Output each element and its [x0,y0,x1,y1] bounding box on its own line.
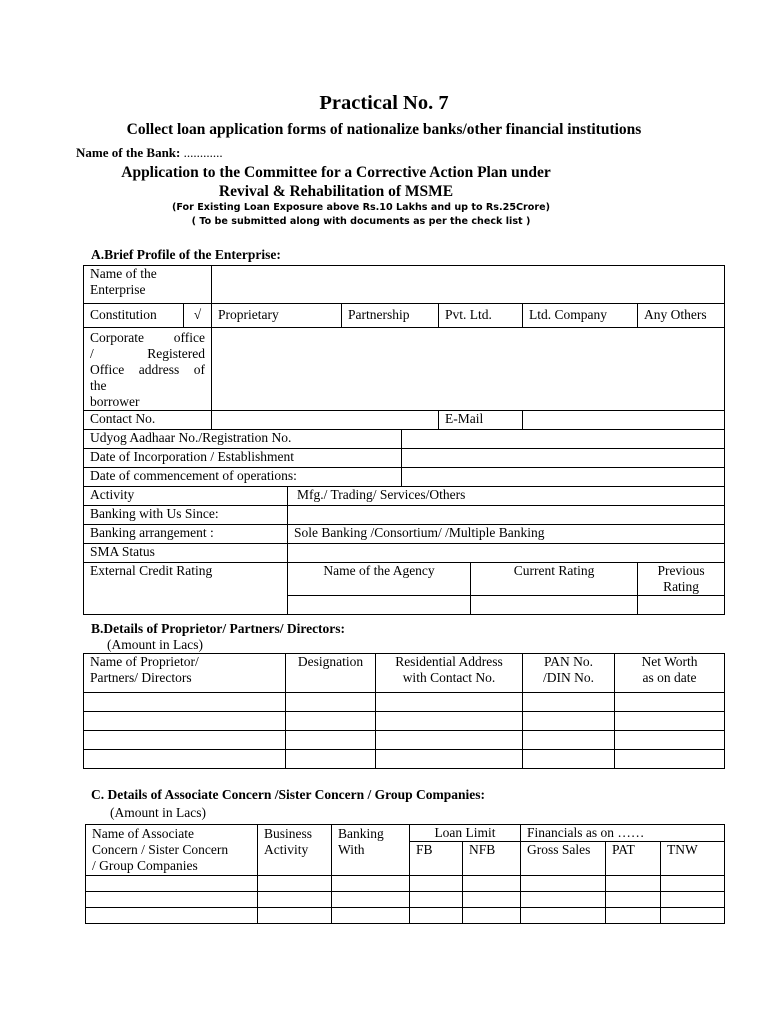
office-address-line: borrower [90,394,140,409]
fb-header: FB [410,842,463,876]
table-cell[interactable] [84,712,286,731]
header-line: Banking [338,826,384,841]
table-cell[interactable] [463,876,521,892]
header-line: PAN No. [543,654,594,669]
pan-din-header [523,654,615,693]
net-worth-header [615,654,725,693]
activity-label: Activity [84,487,288,506]
option-ltd-company[interactable]: Ltd. Company [523,304,638,328]
section-b-amount-note: (Amount in Lacs) [107,637,203,652]
office-address-line: Office address of [90,362,206,377]
header-line: Business [264,826,313,841]
section-c-heading: C. Details of Associate Concern /Sister Concern / Group Companies: [91,787,485,802]
table-cell[interactable] [376,731,523,750]
table-cell[interactable] [84,750,286,769]
office-address-field[interactable] [212,328,725,411]
table-cell[interactable] [376,693,523,712]
loan-limit-header: Loan Limit [410,825,521,842]
table-cell[interactable] [410,892,463,908]
banking-with-header [332,825,410,876]
banking-arrangement-label: Banking arrangement : [84,525,288,544]
bank-name-value: ............ [183,145,223,160]
table-cell[interactable] [286,750,376,769]
associate-name-header [86,825,258,876]
table-cell[interactable] [84,693,286,712]
email-field[interactable] [523,411,725,430]
enterprise-profile-table [83,265,725,615]
proprietor-name-header [84,654,286,693]
nfb-header: NFB [463,842,521,876]
table-row [86,876,725,892]
header-line: With [338,842,365,857]
table-cell[interactable] [606,908,661,924]
practical-subtitle: Collect loan application forms of nationalize banks/other financial institutions [126,121,642,138]
table-cell[interactable] [86,908,258,924]
page-title: Practical No. 7 [319,92,449,114]
table-row [84,712,725,731]
constitution-label: Constitution [84,304,184,328]
incorporation-field[interactable] [402,449,725,468]
table-cell[interactable] [332,876,410,892]
table-cell[interactable] [615,712,725,731]
table-row [86,908,725,924]
table-row [84,750,725,769]
table-cell[interactable] [521,876,606,892]
commencement-field[interactable] [402,468,725,487]
header-line: with Contact No. [402,670,496,685]
proprietor-details-table [83,653,725,769]
table-row [84,693,725,712]
designation-header [286,654,376,693]
incorporation-label: Date of Incorporation / Establishment [84,449,402,468]
header-line: Name of Proprietor/ [90,654,199,669]
table-cell[interactable] [521,908,606,924]
table-cell[interactable] [661,876,725,892]
table-cell[interactable] [286,731,376,750]
banking-arrangement-value[interactable]: Sole Banking /Consortium/ /Multiple Banking [288,525,725,544]
contact-field[interactable] [212,411,439,430]
commencement-label: Date of commencement of operations: [84,468,402,487]
business-activity-header [258,825,332,876]
table-cell[interactable] [332,892,410,908]
header-line: Residential Address [395,654,503,669]
table-cell[interactable] [463,908,521,924]
current-rating-header: Current Rating [471,563,638,596]
bank-name-line [76,145,223,161]
credit-rating-label: External Credit Rating [84,563,288,615]
option-pvt-ltd[interactable]: Pvt. Ltd. [439,304,523,328]
banking-since-label: Banking with Us Since: [84,506,288,525]
table-cell[interactable] [258,876,332,892]
rating-agency-field[interactable] [288,596,471,615]
table-cell[interactable] [258,908,332,924]
table-cell[interactable] [523,693,615,712]
tnw-header: TNW [661,842,725,876]
table-cell[interactable] [258,892,332,908]
table-cell[interactable] [84,731,286,750]
section-b-heading: B.Details of Proprietor/ Partners/ Directors: [91,621,346,636]
banking-since-field[interactable] [288,506,725,525]
current-rating-field[interactable] [471,596,638,615]
udyog-field[interactable] [402,430,725,449]
table-cell[interactable] [523,750,615,769]
table-cell[interactable] [86,876,258,892]
table-cell[interactable] [521,892,606,908]
section-a-heading: A.Brief Profile of the Enterprise: [91,247,281,262]
header-line: Partners/ Directors [90,670,192,685]
email-label: E-Mail [439,411,523,430]
table-cell[interactable] [523,731,615,750]
sma-status-field[interactable] [288,544,725,563]
header-line: / Group Companies [92,858,198,873]
table-cell[interactable] [523,712,615,731]
option-partnership[interactable]: Partnership [342,304,439,328]
application-heading [0,163,672,201]
udyog-label: Udyog Aadhaar No./Registration No. [84,430,402,449]
office-address-line: the [90,378,107,393]
header-line: Name of Associate [92,826,194,841]
activity-value[interactable]: Mfg./ Trading/ Services/Others [288,487,725,506]
exposure-note-line2: ( To be submitted along with documents as per the check list ) [191,216,531,227]
option-proprietary[interactable]: Proprietary [212,304,342,328]
office-address-line: Corporate office [90,330,206,345]
header-line: Net Worth [641,654,698,669]
table-cell[interactable] [286,712,376,731]
section-c-amount-note: (Amount in Lacs) [110,805,206,820]
table-row [84,731,725,750]
header-line: Designation [297,654,364,669]
table-cell[interactable] [615,693,725,712]
gross-sales-header: Gross Sales [521,842,606,876]
previous-rating-header: Previous Rating [638,563,725,596]
pat-header: PAT [606,842,661,876]
header-line: /DIN No. [543,670,594,685]
option-any-others[interactable]: Any Others [638,304,725,328]
header-line: as on date [642,670,697,685]
table-cell[interactable] [376,750,523,769]
previous-rating-field[interactable] [638,596,725,615]
office-address-label [84,328,212,411]
associate-concern-table [85,824,725,924]
header-line: Concern / Sister Concern [92,842,229,857]
table-cell[interactable] [410,908,463,924]
table-cell[interactable] [661,892,725,908]
contact-label: Contact No. [84,411,212,430]
rating-agency-header: Name of the Agency [288,563,471,596]
enterprise-name-field[interactable] [212,266,725,304]
header-line: Activity [264,842,309,857]
application-heading-line1: Application to the Committee for a Corrective Action Plan under [121,164,551,181]
bank-name-label: Name of the Bank: [76,145,181,160]
residential-address-header [376,654,523,693]
table-cell[interactable] [615,731,725,750]
table-cell[interactable] [410,876,463,892]
table-cell[interactable] [286,693,376,712]
table-cell[interactable] [615,750,725,769]
table-row [86,892,725,908]
financials-header: Financials as on …… [521,825,725,842]
table-cell[interactable] [376,712,523,731]
enterprise-name-label: Name of the Enterprise [84,266,212,304]
tick-mark: √ [184,304,212,328]
table-cell[interactable] [86,892,258,908]
table-cell[interactable] [606,876,661,892]
table-cell[interactable] [661,908,725,924]
table-cell[interactable] [463,892,521,908]
table-cell[interactable] [332,908,410,924]
exposure-note [0,201,722,229]
application-heading-line2: Revival & Rehabilitation of MSME [218,183,454,200]
sma-status-label: SMA Status [84,544,288,563]
exposure-note-line1: (For Existing Loan Exposure above Rs.10 Lakhs and up to Rs.25Crore) [172,202,550,213]
table-cell[interactable] [606,892,661,908]
office-address-line: / Registered [90,346,206,361]
